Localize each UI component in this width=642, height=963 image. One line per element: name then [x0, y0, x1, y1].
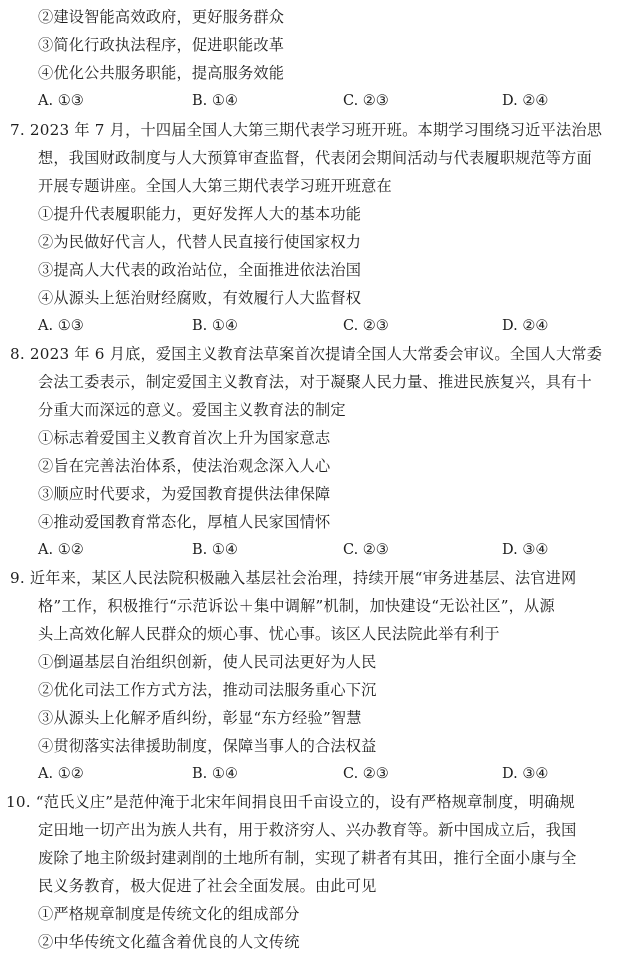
question-7-stem-line: 想，我国财政制度与人大预算审查监督，代表闭会期间活动与代表履职规范等方面	[38, 149, 592, 167]
option-line: ③顺应时代要求，为爱国教育提供法律保障	[38, 485, 331, 503]
option-line: ②中华传统文化蕴含着优良的人文传统	[38, 933, 300, 951]
question-9-stem-line: 格”工作，积极推行“示范诉讼＋集中调解”机制，加快建设“无讼社区”，从源	[38, 597, 555, 615]
question-10-stem-line: 定田地一切产出为族人共有，用于救济穷人、兴办教育等。新中国成立后，我国	[38, 821, 577, 839]
choice-a: A. ①②	[38, 766, 84, 782]
question-10-stem-line: 民义务教育，极大促进了社会全面发展。由此可见	[38, 877, 377, 895]
choice-b: B. ①④	[192, 318, 238, 334]
option-line: ②为民做好代言人，代替人民直接行使国家权力	[38, 233, 362, 251]
option-line: ②旨在完善法治体系，使法治观念深入人心	[38, 457, 331, 475]
option-line: ①倒逼基层自治组织创新，使人民司法更好为人民	[38, 653, 377, 671]
question-9-stem-line: 头上高效化解人民群众的烦心事、忧心事。该区人民法院此举有利于	[38, 625, 500, 643]
choice-c: C. ②③	[343, 766, 389, 782]
choice-b: B. ①④	[192, 93, 238, 109]
question-10-stem-line: 废除了地主阶级封建剥削的土地所有制，实现了耕者有其田，推行全面小康与全	[38, 849, 577, 867]
answer-choices	[38, 317, 598, 335]
choice-d: D. ③④	[502, 542, 549, 558]
option-line: ③从源头上化解矛盾纠纷，彰显“东方经验”智慧	[38, 709, 362, 727]
answer-choices	[38, 92, 598, 110]
question-7-stem-line: 开展专题讲座。全国人大第三期代表学习班开班意在	[38, 177, 392, 195]
option-line: ②优化司法工作方式方法，推动司法服务重心下沉	[38, 681, 377, 699]
choice-a: A. ①②	[38, 542, 84, 558]
option-line: ④推动爱国教育常态化，厚植人民家国情怀	[38, 513, 331, 531]
option-line: ①提升代表履职能力，更好发挥人大的基本功能	[38, 205, 362, 223]
option-line: ①标志着爱国主义教育首次上升为国家意志	[38, 429, 331, 447]
option-line: ④优化公共服务职能，提高服务效能	[38, 64, 285, 82]
choice-a: A. ①③	[38, 93, 84, 109]
question-7-stem-line: 7. 2023 年 7 月，十四届全国人大第三期代表学习班开班。本期学习围绕习近平法治思	[10, 121, 603, 139]
option-line: ③简化行政执法程序，促进职能改革	[38, 36, 285, 54]
option-line: ②建设智能高效政府，更好服务群众	[38, 8, 285, 26]
choice-c: C. ②③	[343, 318, 389, 334]
question-8-stem-line: 8. 2023 年 6 月底，爱国主义教育法草案首次提请全国人大常委会审议。全国人大常委	[10, 345, 603, 363]
choice-d: D. ②④	[502, 93, 549, 109]
question-9-stem-line: 9. 近年来，某区人民法院积极融入基层社会治理，持续开展“审务进基层、法官进网	[10, 569, 577, 587]
option-line: ④从源头上惩治财经腐败，有效履行人大监督权	[38, 289, 362, 307]
choice-b: B. ①④	[192, 542, 238, 558]
choice-c: C. ②③	[343, 542, 389, 558]
choice-b: B. ①④	[192, 766, 238, 782]
choice-d: D. ③④	[502, 766, 549, 782]
option-line: ③提高人大代表的政治站位，全面推进依法治国	[38, 261, 362, 279]
answer-choices	[38, 541, 598, 559]
choice-d: D. ②④	[502, 318, 549, 334]
choice-a: A. ①③	[38, 318, 84, 334]
option-line: ④贯彻落实法律援助制度，保障当事人的合法权益	[38, 737, 377, 755]
question-8-stem-line: 分重大而深远的意义。爱国主义教育法的制定	[38, 401, 346, 419]
option-line: ①严格规章制度是传统文化的组成部分	[38, 905, 300, 923]
question-8-stem-line: 会法工委表示，制定爱国主义教育法，对于凝聚人民力量、推进民族复兴，具有十	[38, 373, 592, 391]
choice-c: C. ②③	[343, 93, 389, 109]
answer-choices	[38, 765, 598, 783]
question-10-stem-line: 10. “范氏义庄”是范仲淹于北宋年间捐良田千亩设立的，设有严格规章制度，明确规	[6, 793, 575, 811]
